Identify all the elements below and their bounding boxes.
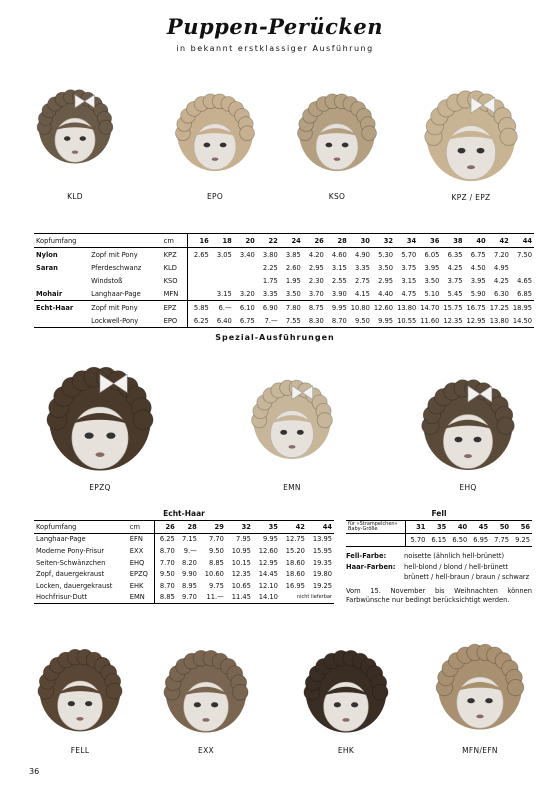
- price-cell: 13.95: [312, 535, 332, 544]
- wig-photo-kld: [30, 66, 120, 184]
- price-cell: 7.75: [490, 534, 511, 547]
- price-cell: 3.50: [378, 263, 394, 272]
- price-cell: 6.95: [469, 534, 490, 547]
- price-cell: 3.35: [355, 263, 370, 272]
- hair-colors-key: Haar-Farben:: [346, 563, 396, 571]
- style-cell: Zopf mit Pony: [89, 301, 162, 315]
- price-cell: 12.35: [441, 314, 464, 328]
- size-header: 50: [490, 521, 511, 534]
- price-cell: 3.80: [262, 250, 278, 259]
- table-row: [34, 580, 334, 592]
- code-cell: EXX: [129, 546, 144, 555]
- price-cell: 16.95: [285, 581, 305, 590]
- echthaar-table-body: [34, 533, 334, 604]
- price-cell: 6.30: [493, 289, 509, 298]
- price-cell: 8.70: [154, 580, 177, 592]
- table-row: [34, 557, 334, 569]
- price-cell: 9.95: [326, 301, 349, 315]
- size-header: 20: [234, 234, 257, 248]
- price-cell: 7.70: [208, 535, 224, 544]
- price-cell: [234, 261, 257, 274]
- wig-photo-exx: [156, 636, 256, 746]
- price-cell: 15.95: [312, 546, 332, 555]
- price-cell: 4.50: [470, 263, 486, 272]
- price-cell: 12.95: [258, 558, 278, 567]
- price-cell: 14.45: [258, 570, 278, 579]
- code-cell: MFN: [163, 289, 179, 298]
- price-cell: 9.25: [511, 534, 532, 547]
- price-cell: 7.50: [517, 250, 532, 259]
- price-cell: 18.60: [285, 570, 305, 579]
- style-cell: Locken, dauergekraust: [36, 581, 113, 590]
- size-header: 31: [406, 521, 427, 534]
- page-number: 36: [29, 767, 40, 776]
- price-cell: 9.70: [177, 592, 199, 604]
- price-cell: 3.15: [331, 263, 347, 272]
- price-cell: 4.95: [493, 263, 509, 272]
- table-header-row: [34, 521, 334, 534]
- price-cell: 13.80: [488, 314, 511, 328]
- price-cell: 10.95: [231, 546, 251, 555]
- style-cell: Windstoß: [91, 276, 123, 285]
- price-cell: 18.95: [511, 301, 534, 315]
- table-row: [34, 261, 534, 274]
- wig-photo-epo: [168, 80, 262, 184]
- price-cell: 3.75: [401, 263, 417, 272]
- price-cell: 9.90: [181, 570, 197, 579]
- price-cell: 8.85: [154, 592, 177, 604]
- page-subtitle: in bekannt erstklassiger Ausführung: [176, 44, 374, 53]
- price-cell: 4.40: [378, 289, 394, 298]
- code-cell: EPZ: [162, 301, 188, 315]
- photo-caption: MFN/EFN: [462, 746, 498, 755]
- fell-label-line2: Baby-Größe: [348, 526, 378, 532]
- price-cell: 3.15: [216, 289, 232, 298]
- price-cell: 17.25: [488, 301, 511, 315]
- size-header: 40: [448, 521, 469, 534]
- price-cell: 4.75: [401, 289, 417, 298]
- price-cell: 3.50: [424, 276, 440, 285]
- material-cell: [34, 274, 89, 287]
- price-cell: 2.95: [378, 276, 394, 285]
- price-cell: 16.75: [465, 301, 488, 315]
- code-cell: EPO: [162, 314, 188, 328]
- price-cell: 19.80: [312, 570, 332, 579]
- price-table-echthaar: [34, 520, 334, 604]
- price-cell: 12.75: [285, 535, 305, 544]
- price-cell: 13.80: [395, 301, 418, 315]
- price-cell: 9.—: [183, 546, 197, 555]
- price-cell: 18.60: [285, 558, 305, 567]
- code-cell: KPZ: [163, 250, 177, 259]
- price-cell: 4.65: [517, 276, 532, 285]
- wig-photo-emn: [244, 356, 340, 480]
- price-cell: 12.10: [258, 581, 278, 590]
- price-cell: 6.90: [257, 301, 280, 315]
- price-cell: 4.20: [308, 250, 324, 259]
- size-header: 44: [307, 521, 334, 534]
- price-cell: 5.70: [406, 534, 427, 547]
- photo-caption: EHK: [337, 746, 355, 755]
- table-row: [34, 274, 534, 287]
- size-header: 22: [257, 234, 280, 248]
- photo-caption: KSO: [328, 192, 346, 201]
- style-cell: Zopf, dauergekraust: [36, 570, 105, 579]
- price-cell: 8.20: [181, 558, 197, 567]
- price-cell: 3.95: [470, 276, 486, 285]
- price-cell: 10.80: [349, 301, 372, 315]
- price-table-main: [34, 233, 534, 328]
- price-cell: 8.85: [208, 558, 224, 567]
- style-cell: Lockwell-Pony: [89, 314, 162, 328]
- price-cell: 2.30: [308, 276, 324, 285]
- price-cell: [187, 287, 211, 301]
- photo-caption: FELL: [70, 746, 90, 755]
- price-cell: 5.10: [424, 289, 440, 298]
- price-cell: 3.15: [401, 276, 417, 285]
- photo-caption: KPZ / EPZ: [451, 193, 491, 202]
- price-cell: 14.50: [511, 314, 534, 328]
- price-cell: 3.85: [285, 250, 301, 259]
- section-title: Spezial-Ausführungen: [215, 333, 335, 342]
- price-cell: 6.75: [470, 250, 486, 259]
- price-cell: 9.50: [349, 314, 372, 328]
- price-cell: 2.55: [331, 276, 347, 285]
- price-cell: 7.95: [235, 535, 251, 544]
- size-header: 24: [280, 234, 303, 248]
- wig-photo-kso: [290, 80, 384, 184]
- price-cell: nicht lieferbar: [280, 592, 334, 604]
- price-cell: 12.60: [372, 301, 395, 315]
- style-cell: Seiten-Schwänzchen: [36, 558, 106, 567]
- page-title: Puppen-Perücken: [166, 14, 384, 39]
- price-cell: 4.15: [355, 289, 370, 298]
- price-cell: 2.65: [187, 248, 211, 262]
- header-label: Kopfumfang: [34, 521, 128, 534]
- price-cell: 8.75: [303, 301, 326, 315]
- price-cell: 1.75: [262, 276, 278, 285]
- price-cell: 7.80: [280, 301, 303, 315]
- header-unit: cm: [128, 521, 154, 534]
- price-cell: [211, 274, 234, 287]
- fell-color-key: Fell-Farbe:: [346, 552, 387, 560]
- table-row: [34, 248, 534, 262]
- price-cell: 7.20: [493, 250, 509, 259]
- photo-caption: EPO: [206, 192, 224, 201]
- price-cell: 4.25: [447, 263, 463, 272]
- size-header: 35: [253, 521, 280, 534]
- size-header: 32: [372, 234, 395, 248]
- size-header: 30: [349, 234, 372, 248]
- photo-caption: EMN: [283, 483, 301, 492]
- code-cell: EPZQ: [129, 570, 148, 579]
- price-cell: 10.65: [231, 581, 251, 590]
- photo-caption: EPZQ: [89, 483, 111, 492]
- main-table-body: [34, 248, 534, 328]
- wig-photo-ehk: [296, 636, 396, 746]
- price-cell: 6.40: [211, 314, 234, 328]
- material-cell: [34, 314, 89, 328]
- code-cell: EMN: [128, 592, 154, 604]
- photo-caption: EHQ: [459, 483, 477, 492]
- size-header: 36: [418, 234, 441, 248]
- price-cell: 7.—: [257, 314, 280, 328]
- photo-caption: EXX: [198, 746, 214, 755]
- delivery-note: Vom 15. November bis Weihnachten können Farbwünsche nur bedingt berücksichtigt werden.: [346, 587, 532, 604]
- material-cell: Saran: [36, 263, 58, 272]
- price-cell: 6.05: [424, 250, 440, 259]
- table-row: [34, 545, 334, 557]
- price-cell: 10.55: [395, 314, 418, 328]
- fell-color-value: noisette (ähnlich hell-brünett): [404, 552, 505, 560]
- price-cell: [187, 274, 211, 287]
- code-cell: EFN: [129, 535, 143, 544]
- code-cell: EHQ: [129, 558, 145, 567]
- price-cell: 6.35: [447, 250, 463, 259]
- table-row: [34, 314, 534, 328]
- style-cell: Zopf mit Pony: [91, 250, 138, 259]
- material-cell: Echt-Haar: [34, 301, 89, 315]
- size-header: 26: [154, 521, 177, 534]
- price-cell: 4.25: [493, 276, 509, 285]
- style-cell: Langhaar-Page: [91, 289, 141, 298]
- price-cell: 1.95: [285, 276, 301, 285]
- price-cell: 3.75: [447, 276, 463, 285]
- style-cell: Langhaar-Page: [36, 535, 86, 544]
- price-cell: 6.25: [154, 533, 177, 545]
- price-cell: 2.60: [285, 263, 301, 272]
- header-unit: cm: [162, 234, 188, 248]
- price-cell: 7.15: [181, 535, 197, 544]
- price-cell: 6.15: [427, 534, 448, 547]
- wig-photo-ehq: [404, 370, 532, 480]
- price-cell: 2.75: [355, 276, 370, 285]
- price-cell: 6.25: [187, 314, 211, 328]
- price-cell: 5.45: [447, 289, 463, 298]
- price-cell: 10.60: [204, 570, 224, 579]
- price-cell: 11.—: [199, 592, 226, 604]
- price-cell: 3.90: [331, 289, 347, 298]
- size-header: 28: [177, 521, 199, 534]
- price-cell: 3.35: [262, 289, 278, 298]
- size-header: 40: [465, 234, 488, 248]
- price-cell: [511, 261, 534, 274]
- price-cell: 6.50: [448, 534, 469, 547]
- hair-colors-value-1: hell-blond / blond / hell-brünett: [404, 563, 509, 571]
- price-cell: 4.90: [355, 250, 370, 259]
- price-cell: 7.55: [280, 314, 303, 328]
- price-cell: 19.35: [312, 558, 332, 567]
- price-cell: 5.90: [470, 289, 486, 298]
- price-cell: 5.70: [401, 250, 417, 259]
- price-cell: 9.50: [208, 546, 224, 555]
- price-cell: 5.85: [187, 301, 211, 315]
- size-header: 42: [488, 234, 511, 248]
- table-row: [346, 534, 532, 547]
- price-cell: 14.10: [253, 592, 280, 604]
- table-header-row: [346, 521, 532, 534]
- price-cell: 12.95: [465, 314, 488, 328]
- price-cell: 12.35: [231, 570, 251, 579]
- price-table-fell: [346, 520, 532, 547]
- wig-photo-fell: [30, 636, 130, 744]
- table-row: [34, 301, 534, 315]
- code-cell: KSO: [163, 276, 178, 285]
- style-cell: Moderne Pony-Frisur: [36, 546, 105, 555]
- price-cell: 3.05: [216, 250, 232, 259]
- size-header: 26: [303, 234, 326, 248]
- table-row: [34, 592, 334, 604]
- table-row: [34, 287, 534, 301]
- price-cell: 3.40: [239, 250, 255, 259]
- size-header: 34: [395, 234, 418, 248]
- price-cell: 9.95: [263, 535, 278, 544]
- price-cell: 15.75: [441, 301, 464, 315]
- photo-caption: KLD: [67, 192, 83, 201]
- price-cell: 8.30: [303, 314, 326, 328]
- style-cell: Hochfrisur-Dutt: [34, 592, 128, 604]
- material-cell: Nylon: [36, 250, 58, 259]
- price-cell: [187, 261, 211, 274]
- size-header: 28: [326, 234, 349, 248]
- header-label: Kopfumfang: [34, 234, 162, 248]
- wig-photo-epzq: [30, 356, 170, 482]
- price-cell: 9.95: [372, 314, 395, 328]
- size-header: 42: [280, 521, 307, 534]
- code-cell: KLD: [163, 263, 177, 272]
- size-header: 38: [441, 234, 464, 248]
- price-cell: 6.10: [234, 301, 257, 315]
- code-cell: EHK: [129, 581, 144, 590]
- price-cell: 3.70: [308, 289, 324, 298]
- table-header-row: [34, 234, 534, 248]
- price-cell: 8.70: [326, 314, 349, 328]
- hair-colors-line: [346, 563, 395, 571]
- price-cell: 6.—: [211, 301, 234, 315]
- price-cell: 4.60: [331, 250, 347, 259]
- price-cell: 3.20: [239, 289, 255, 298]
- wig-photo-kpz-epz: [416, 80, 526, 192]
- size-header: 18: [211, 234, 234, 248]
- echthaar-heading: Echt-Haar: [163, 509, 205, 518]
- price-cell: 19.25: [312, 581, 332, 590]
- material-cell: Mohair: [36, 289, 63, 298]
- price-cell: 8.70: [154, 545, 177, 557]
- wig-photo-mfn-efn: [428, 626, 532, 746]
- table-row: [34, 533, 334, 545]
- size-header: 45: [469, 521, 490, 534]
- hair-colors-value-2: brünett / hell-braun / braun / schwarz: [404, 573, 530, 581]
- price-cell: 11.60: [418, 314, 441, 328]
- fell-size-label: [346, 521, 406, 534]
- table-row: [34, 568, 334, 580]
- price-cell: 2.95: [308, 263, 324, 272]
- price-cell: 12.60: [258, 546, 278, 555]
- size-header: 16: [187, 234, 211, 248]
- price-cell: 2.25: [262, 263, 278, 272]
- price-cell: 11.45: [226, 592, 253, 604]
- price-cell: 10.15: [231, 558, 251, 567]
- price-cell: 6.75: [234, 314, 257, 328]
- style-cell: Pferdeschwanz: [91, 263, 142, 272]
- size-header: 56: [511, 521, 532, 534]
- price-cell: 3.50: [285, 289, 301, 298]
- size-header: 44: [511, 234, 534, 248]
- price-cell: 14.70: [418, 301, 441, 315]
- price-cell: 3.95: [424, 263, 440, 272]
- size-header: 35: [427, 521, 448, 534]
- price-cell: 8.95: [181, 581, 197, 590]
- price-cell: 5.30: [378, 250, 394, 259]
- fell-label-line1: für »Strampelchen«: [348, 520, 398, 527]
- price-cell: [211, 261, 234, 274]
- size-header: 32: [226, 521, 253, 534]
- fell-heading: Fell: [431, 509, 447, 518]
- size-header: 29: [199, 521, 226, 534]
- price-cell: 9.50: [154, 568, 177, 580]
- price-cell: 9.75: [208, 581, 224, 590]
- price-cell: [234, 274, 257, 287]
- price-cell: 6.85: [517, 289, 532, 298]
- fell-color-line: [346, 552, 505, 560]
- price-cell: 15.20: [285, 546, 305, 555]
- price-cell: 7.70: [154, 557, 177, 569]
